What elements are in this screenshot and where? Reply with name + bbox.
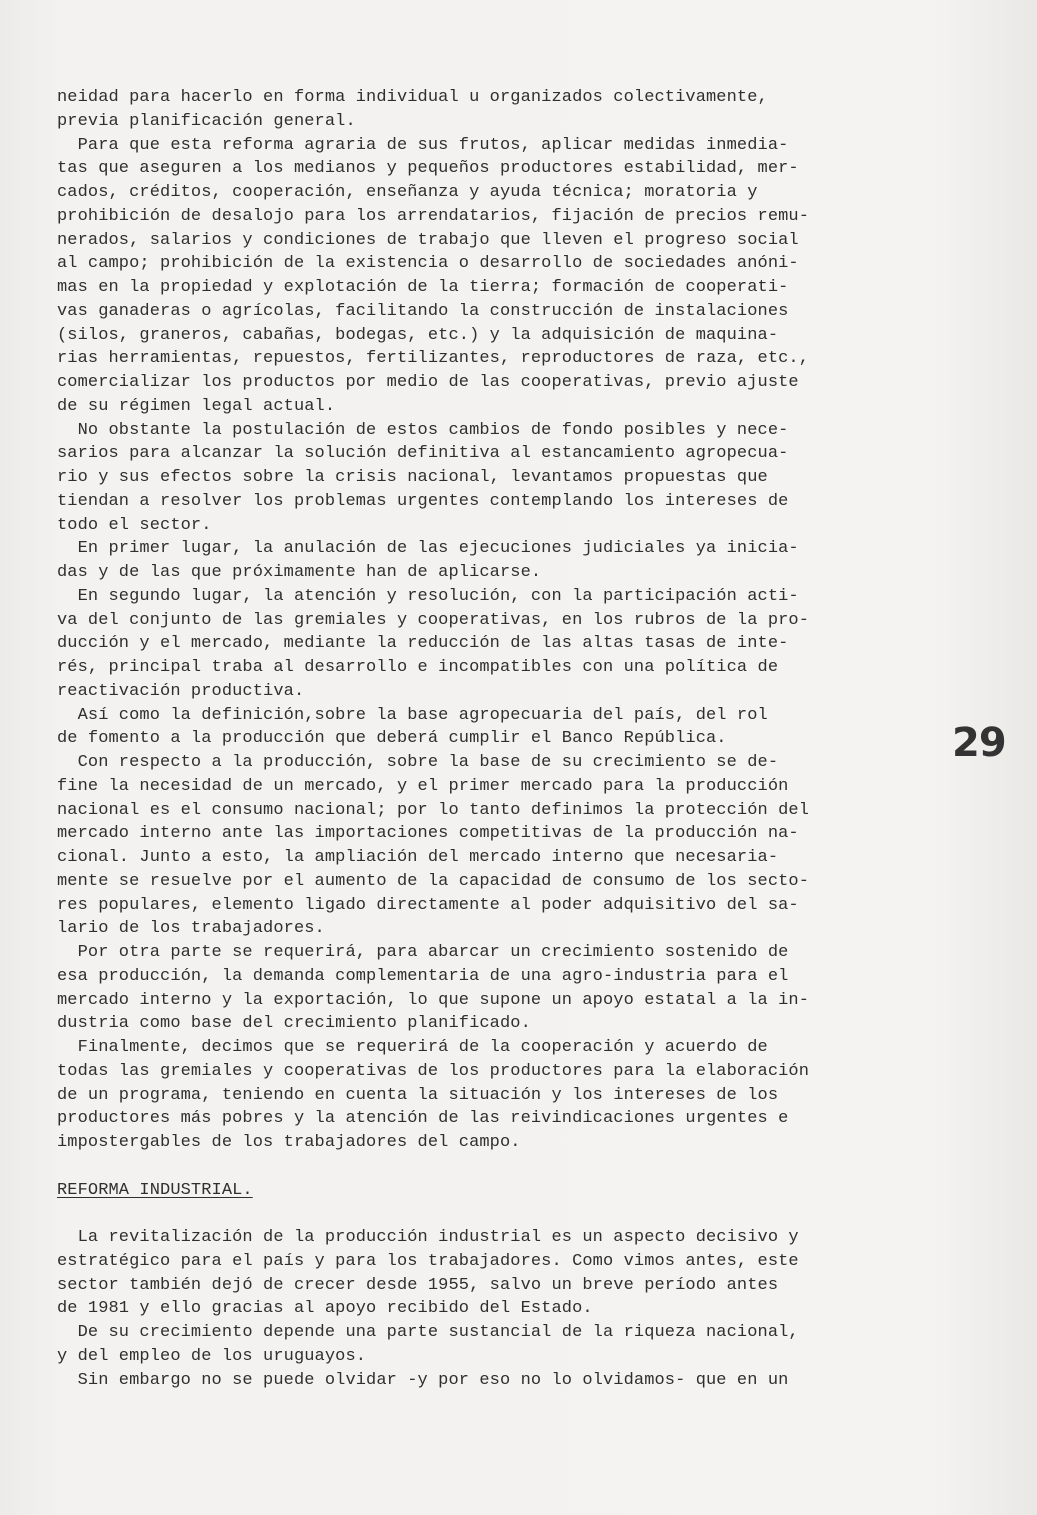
text-line: Así como la definición,sobre la base agropecuaria del país, del rol [57, 705, 768, 725]
text-line: Finalmente, decimos que se requerirá de la cooperación y acuerdo de [57, 1038, 768, 1057]
text-line: das y de las que próximamente han de aplicarse. [57, 563, 542, 582]
text-line: mercado interno ante las importaciones competitivas de la producción na- [57, 824, 799, 844]
text-line: al campo; prohibición de la existencia o desarrollo de sociedades anóni- [57, 254, 799, 274]
text-line: de un programa, teniendo en cuenta la situación y los intereses de los [57, 1085, 779, 1105]
text-line: de 1981 y ello gracias al apoyo recibido del Estado. [57, 1299, 593, 1319]
text-line: nacional es el consumo nacional; por lo tanto definimos la protección del [57, 800, 810, 820]
text-line: cados, créditos, cooperación, enseñanza y ayuda técnica; moratoria y [57, 183, 758, 202]
page-number: 29 [952, 720, 1006, 766]
text-line: rés, principal traba al desarrollo e incompatibles con una política de [57, 658, 779, 677]
text-line: Con respecto a la producción, sobre la base de su crecimiento se de- [57, 753, 779, 772]
text-line: productores más pobres y la atención de las reivindicaciones urgentes e [57, 1109, 789, 1129]
text-line: impostergables de los trabajadores del campo. [57, 1133, 521, 1152]
text-line: (silos, graneros, cabañas, bodegas, etc.) y la adquisición de maquina- [57, 325, 779, 345]
text-line: sector también dejó de crecer desde 1955, salvo un breve período antes [57, 1275, 779, 1295]
text-line: prohibición de desalojo para los arrendatarios, fijación de precios remu- [57, 206, 810, 226]
text-line: mente se resuelve por el aumento de la capacidad de consumo de los secto- [57, 871, 810, 891]
text-line: de su régimen legal actual. [57, 396, 336, 416]
text-line: ducción y el mercado, mediante la reducción de las altas tasas de inte- [57, 634, 789, 654]
text-line: previa planificación general. [57, 111, 356, 131]
text-line: lario de los trabajadores. [57, 919, 325, 939]
body-text [57, 86, 939, 1392]
text-line: neidad para hacerlo en forma individual u organizados colectivamente, [57, 88, 768, 107]
text-line: No obstante la postulación de estos cambios de fondo posibles y nece- [57, 420, 789, 440]
text-line: La revitalización de la producción industrial es un aspecto decisivo y [57, 1228, 799, 1247]
spacer [57, 1155, 939, 1179]
text-line: fine la necesidad de un mercado, y el primer mercado para la producción [57, 776, 789, 796]
text-line: mas en la propiedad y explotación de la tierra; formación de cooperati- [57, 278, 789, 297]
section-agrarian-text [57, 86, 939, 1155]
text-line: comercializar los productos por medio de las cooperativas, previo ajuste [57, 373, 799, 392]
text-line: cional. Junto a esto, la ampliación del mercado interno que necesaria- [57, 848, 779, 867]
section-industrial-text [57, 1226, 939, 1392]
text-line: sarios para alcanzar la solución definitiva al estancamiento agropecua- [57, 444, 789, 464]
text-line: nerados, salarios y condiciones de trabajo que lleven el progreso social [57, 230, 799, 250]
text-line: dustria como base del crecimiento planificado. [57, 1014, 531, 1034]
spacer [57, 1202, 939, 1226]
text-line: Por otra parte se requerirá, para abarcar un crecimiento sostenido de [57, 943, 789, 962]
text-line: tas que aseguren a los medianos y pequeños productores estabilidad, mer- [57, 159, 799, 179]
text-line: de fomento a la producción que deberá cumplir el Banco República. [57, 729, 727, 749]
text-line: En segundo lugar, la atención y resolución, con la participación acti- [57, 586, 799, 606]
text-line: mercado interno y la exportación, lo que supone un apoyo estatal a la in- [57, 990, 810, 1010]
text-line: esa producción, la demanda complementaria de una agro-industria para el [57, 966, 789, 986]
text-line: todo el sector. [57, 515, 212, 535]
text-line: Para que esta reforma agraria de sus frutos, aplicar medidas inmedia- [57, 135, 789, 155]
text-line: vas ganaderas o agrícolas, facilitando la construcción de instalaciones [57, 301, 789, 321]
text-line: res populares, elemento ligado directamente al poder adquisitivo del sa- [57, 895, 799, 915]
text-line: va del conjunto de las gremiales y cooperativas, en los rubros de la pro- [57, 610, 810, 630]
section-heading: REFORMA INDUSTRIAL. [57, 1180, 253, 1200]
text-line: Sin embargo no se puede olvidar -y por eso no lo olvidamos- que en un [57, 1370, 789, 1390]
text-line: rias herramientas, repuestos, fertilizantes, reproductores de raza, etc., [57, 349, 810, 369]
text-line: reactivación productiva. [57, 681, 305, 701]
text-line: rio y sus efectos sobre la crisis nacional, levantamos propuestas que [57, 468, 768, 487]
text-line: y del empleo de los uruguayos. [57, 1346, 367, 1366]
text-line: De su crecimiento depende una parte sustancial de la riqueza nacional, [57, 1323, 799, 1342]
text-line: tiendan a resolver los problemas urgentes contemplando los intereses de [57, 491, 789, 511]
text-line: En primer lugar, la anulación de las ejecuciones judiciales ya inicia- [57, 539, 799, 559]
text-line: estratégico para el país y para los trabajadores. Como vimos antes, este [57, 1251, 799, 1271]
text-line: todas las gremiales y cooperativas de los productores para la elaboración [57, 1061, 810, 1081]
